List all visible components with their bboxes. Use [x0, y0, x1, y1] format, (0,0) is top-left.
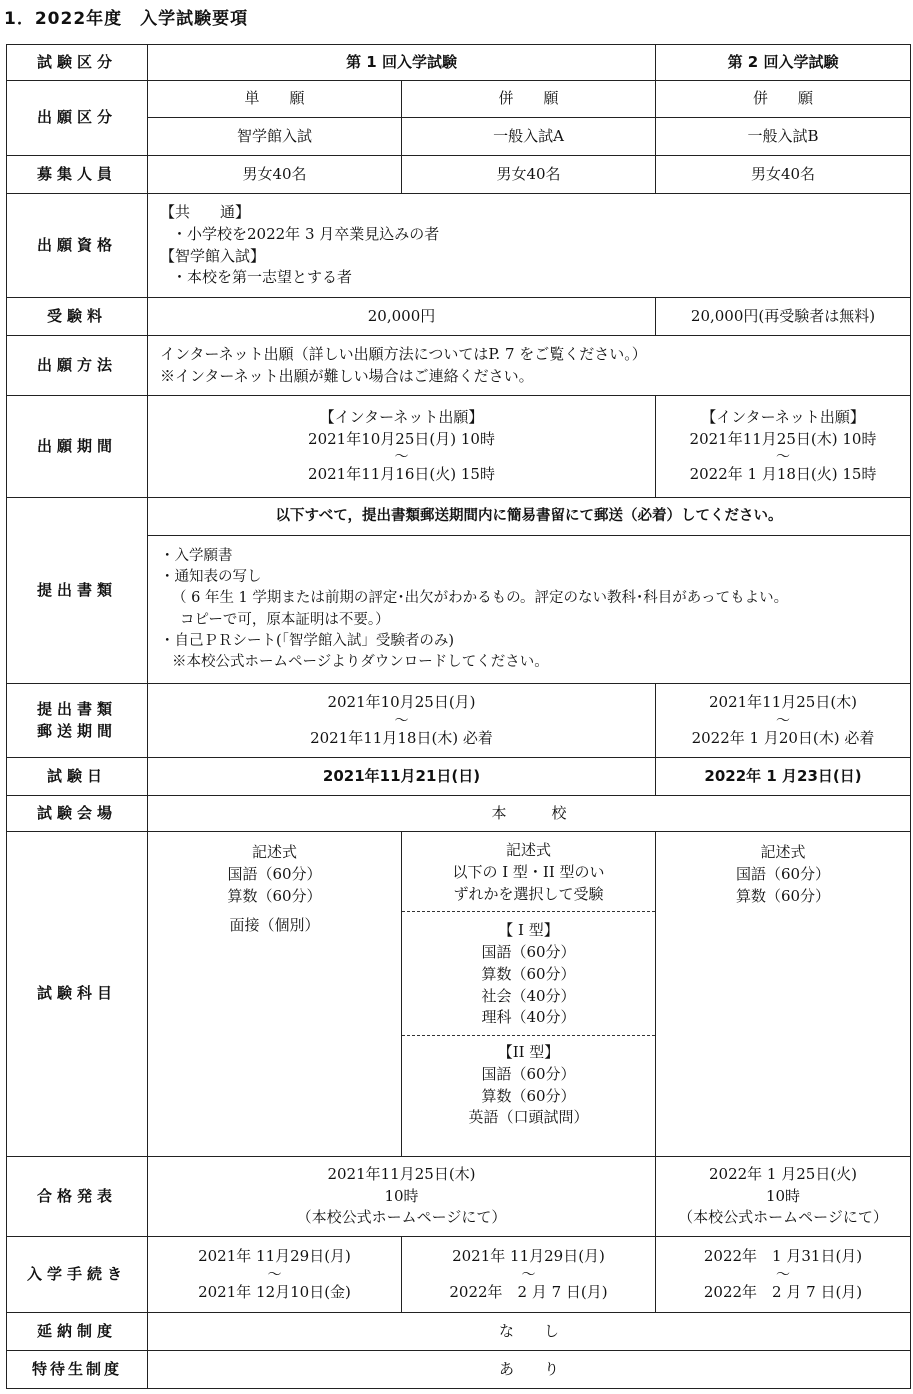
kikan-end: 2022年 1 月18日(火) 15時 [689, 465, 877, 484]
shorui-instruction: 以下すべて，提出書類郵送期間内に簡易書留にて郵送（必着）してください。 [148, 498, 911, 536]
kamoku-item: 記述式 [506, 841, 552, 859]
kubun-tangan: 単 願 [148, 81, 402, 118]
row-happyo [7, 1157, 911, 1237]
label-juken: 受験料 [7, 298, 148, 336]
row-shikenbi [7, 758, 911, 796]
yusou-start: 2021年11月25日(木) [708, 692, 858, 711]
juken-fee-2: 20,000円(再受験者は無料) [656, 298, 911, 336]
tetsuzuki-tilde: ～ [776, 1266, 791, 1283]
kamoku-item: 国語（60分） [481, 943, 576, 961]
kikan-tilde: ～ [394, 449, 409, 466]
yusou-end: 2021年11月18日(木) 必着 [310, 728, 493, 747]
kikan-end: 2021年11月16日(火) 15時 [308, 465, 495, 484]
tetsuzuki-3 [656, 1237, 911, 1313]
row-ennou [7, 1313, 911, 1351]
exam-round-2: 第 2 回入学試験 [656, 45, 911, 81]
kikan-1 [148, 396, 656, 498]
shikaku-line: ・本校を第一志望とする者 [172, 268, 353, 287]
row-boshu [7, 156, 911, 194]
happyo-note: （本校公式ホームページにて） [296, 1208, 507, 1227]
tetsuzuki-start: 2021年 11月29日(月) [452, 1246, 605, 1265]
label-tokutai: 特待生制度 [7, 1351, 148, 1389]
juken-fee-1: 20,000円 [148, 298, 656, 336]
label-shutsugan-kubun: 出願区分 [7, 81, 148, 156]
label-kikan: 出願期間 [7, 396, 148, 498]
kamoku-type-title: 【II 型】 [497, 1043, 560, 1061]
shorui-line: （ 6 年生 1 学期または前期の評定･出欠がわかるもの。評定のない教科･科目があってもよい。 [172, 590, 789, 607]
boshu-1: 男女40名 [148, 156, 402, 194]
boshu-2: 男女40名 [402, 156, 656, 194]
boshu-3: 男女40名 [656, 156, 911, 194]
shorui-line: ・自己ＰＲシート(「智学館入試」受験者のみ) [160, 632, 455, 649]
row-houhou [7, 336, 911, 396]
row-kamoku [7, 832, 911, 1157]
kamoku-item: 算数（60分） [227, 886, 322, 905]
page-title: 1．2022年度 入学試験要項 [4, 9, 249, 29]
row-shorui-head [7, 498, 911, 536]
kaijo-value: 本 校 [148, 796, 911, 832]
row-yusou [7, 684, 911, 758]
kamoku-item: 国語（60分） [227, 864, 322, 883]
happyo-note: （本校公式ホームページにて） [678, 1208, 888, 1227]
tetsuzuki-start: 2021年 11月29日(月) [198, 1246, 351, 1265]
happyo-1 [148, 1157, 656, 1237]
kamoku-item: 算数（60分） [481, 1086, 576, 1105]
row-kaijo [7, 796, 911, 832]
row-kikan [7, 396, 911, 498]
kamoku-item: ずれかを選択して受験 [453, 884, 604, 903]
exam-round-1: 第 1 回入学試験 [148, 45, 656, 81]
ennou-value: な し [148, 1313, 911, 1351]
yusou-1 [148, 684, 656, 758]
kamoku-item: 以下の I 型・II 型のい [452, 862, 605, 881]
admission-table [6, 44, 911, 1389]
label-happyo: 合格発表 [7, 1157, 148, 1237]
kamoku-item: 社会（40分） [481, 986, 576, 1005]
kamoku-item: 理科（40分） [481, 1008, 576, 1027]
tetsuzuki-start: 2022年 1 月31日(月) [703, 1246, 863, 1265]
kamoku-type-2 [402, 1036, 655, 1133]
kamoku-type-1 [402, 912, 655, 1036]
label-kamoku: 試験科目 [7, 832, 148, 1157]
tetsuzuki-1 [148, 1237, 402, 1313]
kamoku-item: 算数（60分） [735, 886, 831, 905]
kamoku-2-intro [402, 832, 655, 912]
kamoku-type-title: 【 I 型】 [498, 921, 559, 940]
kubun-chigakukan: 智学館入試 [148, 118, 402, 156]
happyo-2 [656, 1157, 911, 1237]
shikaku-line: 【智学館入試】 [160, 246, 266, 265]
label-yusou-1: 提出書類 [36, 699, 117, 718]
label-ennou: 延納制度 [7, 1313, 148, 1351]
kamoku-item: 面接（個別） [229, 916, 320, 935]
kikan-header: 【インターネット出願】 [701, 407, 865, 426]
tetsuzuki-tilde: ～ [521, 1266, 536, 1283]
label-yusou [7, 684, 148, 758]
shorui-line: ・通知表の写し [160, 569, 262, 586]
yusou-2 [656, 684, 911, 758]
kamoku-item: 英語（口頭試問） [468, 1108, 589, 1127]
shikaku-line: ・小学校を2022年 3 月卒業見込みの者 [172, 224, 440, 243]
label-tetsuzuki: 入学手続き [7, 1237, 148, 1313]
tetsuzuki-end: 2021年 12月10日(金) [198, 1282, 351, 1301]
kamoku-2 [402, 832, 656, 1157]
row-shutsugan-kubun-a [7, 81, 911, 118]
tetsuzuki-2 [402, 1237, 656, 1313]
kamoku-item: 国語（60分） [481, 1064, 576, 1083]
row-tetsuzuki [7, 1237, 911, 1313]
shorui-line: ・入学願書 [160, 548, 233, 565]
kamoku-item: 算数（60分） [481, 964, 576, 983]
label-houhou: 出願方法 [7, 336, 148, 396]
happyo-date: 2022年 1 月25日(火) [708, 1164, 858, 1183]
kamoku-item: 記述式 [760, 843, 806, 861]
kubun-ippan-a: 一般入試A [402, 118, 656, 156]
label-shikenbi: 試験日 [7, 758, 148, 796]
tetsuzuki-tilde: ～ [267, 1266, 282, 1283]
row-shikaku [7, 194, 911, 298]
label-shorui: 提出書類 [7, 498, 148, 684]
tetsuzuki-end: 2022年 2 月 7 日(月) [449, 1282, 608, 1301]
kamoku-3 [656, 832, 911, 1157]
shikaku-content [148, 194, 911, 298]
kubun-ippan-b: 一般入試B [656, 118, 911, 156]
row-kubun [7, 45, 911, 81]
shikenbi-1: 2021年11月21日(日) [148, 758, 656, 796]
happyo-time: 10時 [765, 1186, 801, 1205]
yusou-start: 2021年10月25日(月) [327, 692, 476, 711]
yusou-end: 2022年 1 月20日(木) 必着 [691, 728, 875, 747]
label-shikaku: 出願資格 [7, 194, 148, 298]
houhou-line: ※インターネット出願が難しい場合はご連絡ください。 [160, 366, 534, 385]
shorui-line: コピーで可，原本証明は不要。） [180, 611, 390, 628]
shikenbi-2: 2022年 1 月23日(日) [656, 758, 911, 796]
label-kaijo: 試験会場 [7, 796, 148, 832]
shorui-content [148, 536, 911, 684]
tetsuzuki-end: 2022年 2 月 7 日(月) [703, 1282, 863, 1301]
houhou-content [148, 336, 911, 396]
houhou-line: インターネット出願（詳しい出願方法についてはP. 7 をご覧ください。） [160, 344, 647, 363]
kikan-start: 2021年10月25日(月) 10時 [308, 429, 495, 448]
kubun-heigan-1: 併 願 [402, 81, 656, 118]
row-tokutai [7, 1351, 911, 1389]
kamoku-item: 国語（60分） [735, 864, 831, 883]
kamoku-item: 記述式 [251, 843, 297, 861]
kikan-header: 【インターネット出願】 [319, 407, 484, 426]
yusou-tilde: ～ [776, 712, 791, 729]
happyo-time: 10時 [384, 1186, 419, 1205]
label-kubun: 試験区分 [7, 45, 148, 81]
kamoku-1 [148, 832, 402, 1157]
kikan-2 [656, 396, 911, 498]
yusou-tilde: ～ [394, 712, 409, 729]
kikan-tilde: ～ [776, 449, 791, 466]
kubun-heigan-2: 併 願 [656, 81, 911, 118]
kikan-start: 2021年11月25日(木) 10時 [689, 429, 877, 448]
label-boshu: 募集人員 [7, 156, 148, 194]
row-juken [7, 298, 911, 336]
tokutai-value: あ り [148, 1351, 911, 1389]
shikaku-line: 【共 通】 [160, 203, 251, 221]
shorui-line: ※本校公式ホームページよりダウンロードしてください。 [172, 653, 549, 670]
happyo-date: 2021年11月25日(木) [327, 1164, 476, 1183]
label-yusou-2: 郵送期間 [36, 721, 117, 740]
